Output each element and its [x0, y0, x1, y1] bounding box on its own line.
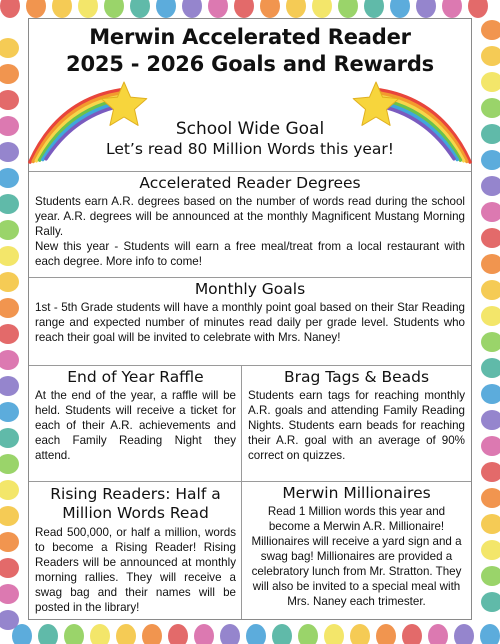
star-icon	[101, 82, 147, 125]
section-rising-readers	[29, 481, 242, 619]
section-monthly-goals	[29, 277, 471, 365]
school-goal-text: Let’s read 80 Million Words this year!	[105, 140, 395, 158]
raffle-heading: End of Year Raffle	[67, 368, 204, 386]
monthly-goals-body: 1st - 5th Grade students will have a monthly point goal based on their Star Reading range and expected number of minutes read daily per grade level. Students who reach their goal will be invited to celebrate with Mrs. Naney!	[35, 301, 465, 344]
ar-degrees-body-1: Students earn A.R. degrees based on the number of words read during the school year. A.R. degrees will be announced at the monthly Magnificent Mustang Morning Rally.	[35, 195, 465, 238]
section-brag-tags	[242, 365, 471, 481]
ar-degrees-body-2: New this year - Students will earn a free meal/treat from a local restaurant with each degree. More info to come!	[35, 240, 465, 268]
section-ar-degrees	[29, 171, 471, 277]
rising-readers-heading: Rising Readers: Half a Million Words Read	[50, 485, 221, 522]
monthly-goals-heading: Monthly Goals	[194, 280, 306, 298]
section-merwin-millionaires	[242, 481, 471, 619]
raffle-body: At the end of the year, a raffle will be held. Students will receive a ticket for each of their A.R. achievements and each Family Reading Night they attend.	[35, 389, 236, 462]
title-line-2: 2025 - 2026 Goals and Rewards	[66, 52, 434, 76]
brag-tags-heading: Brag Tags & Beads	[283, 368, 430, 386]
rising-readers-body: Read 500,000, or half a million, words to become a Rising Reader! Rising Readers will be announced at monthly morning rallies. They will receive a swag bag and their names will be posted in the library!	[35, 526, 236, 614]
section-end-of-year-raffle	[29, 365, 242, 481]
ar-degrees-heading: Accelerated Reader Degrees	[139, 174, 361, 192]
brag-tags-body: Students earn tags for reaching monthly A.R. goals and attending Family Reading Nights. Students earn beads for reaching their A.R. goal with an average of 90% correct on quizzes.	[248, 389, 465, 462]
column-divider	[241, 365, 242, 619]
star-icon	[353, 82, 399, 125]
millionaires-body: Read 1 Million words this year and become a Merwin A.R. Millionaire! Millionaires will receive a yard sign and a swag bag! Millionaires are provided a celebratory lunch from Mr. Stratton. They will also be invited to a special meal with Mrs. Naney each trimester.	[251, 505, 462, 608]
millionaires-heading: Merwin Millionaires	[282, 484, 431, 502]
rainbow-decoration	[28, 60, 472, 170]
title-line-1: Merwin Accelerated Reader	[89, 25, 411, 49]
school-goal-heading: School Wide Goal	[175, 119, 325, 139]
